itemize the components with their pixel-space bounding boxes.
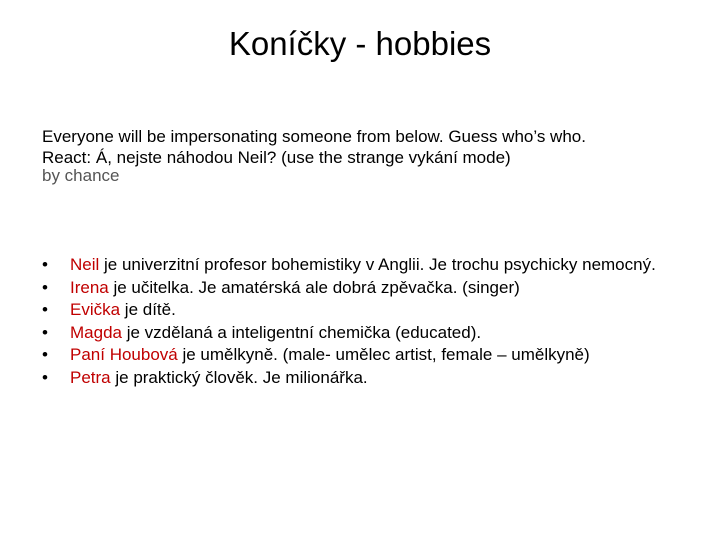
character-description: je univerzitní profesor bohemistiky v Anglii. Je trochu psychicky nemocný. bbox=[99, 255, 656, 274]
character-name: Irena bbox=[70, 277, 109, 297]
list-item bbox=[42, 346, 682, 364]
character-description: je dítě. bbox=[120, 300, 176, 319]
intro-line-instructions: Everyone will be impersonating someone from below. Guess who’s who. bbox=[42, 127, 586, 146]
character-name: Neil bbox=[70, 255, 100, 274]
character-description: je umělkyně. (male- umělec artist, female – umělkyně) bbox=[177, 345, 590, 364]
list-item bbox=[42, 324, 682, 342]
character-description: je praktický člověk. Je milionářka. bbox=[110, 367, 368, 387]
character-description: je vzdělaná a inteligentní chemička (educated). bbox=[121, 322, 482, 342]
list-item bbox=[42, 256, 682, 274]
character-name: Evička bbox=[70, 300, 121, 319]
character-description: je učitelka. Je amatérská ale dobrá zpěvačka. (singer) bbox=[108, 277, 520, 297]
character-list bbox=[42, 256, 682, 391]
character-name: Magda bbox=[70, 322, 122, 342]
intro-line-by-chance: by chance bbox=[42, 166, 120, 185]
list-item bbox=[42, 301, 682, 319]
list-item bbox=[42, 279, 682, 297]
character-name: Paní Houbová bbox=[70, 345, 178, 364]
character-name: Petra bbox=[70, 367, 111, 387]
intro-line-react: React: Á, nejste náhodou Neil? (use the strange vykání mode) bbox=[42, 148, 511, 167]
list-item bbox=[42, 369, 682, 387]
slide-title: Koníčky - hobbies bbox=[228, 25, 492, 62]
intro-text bbox=[42, 128, 682, 185]
